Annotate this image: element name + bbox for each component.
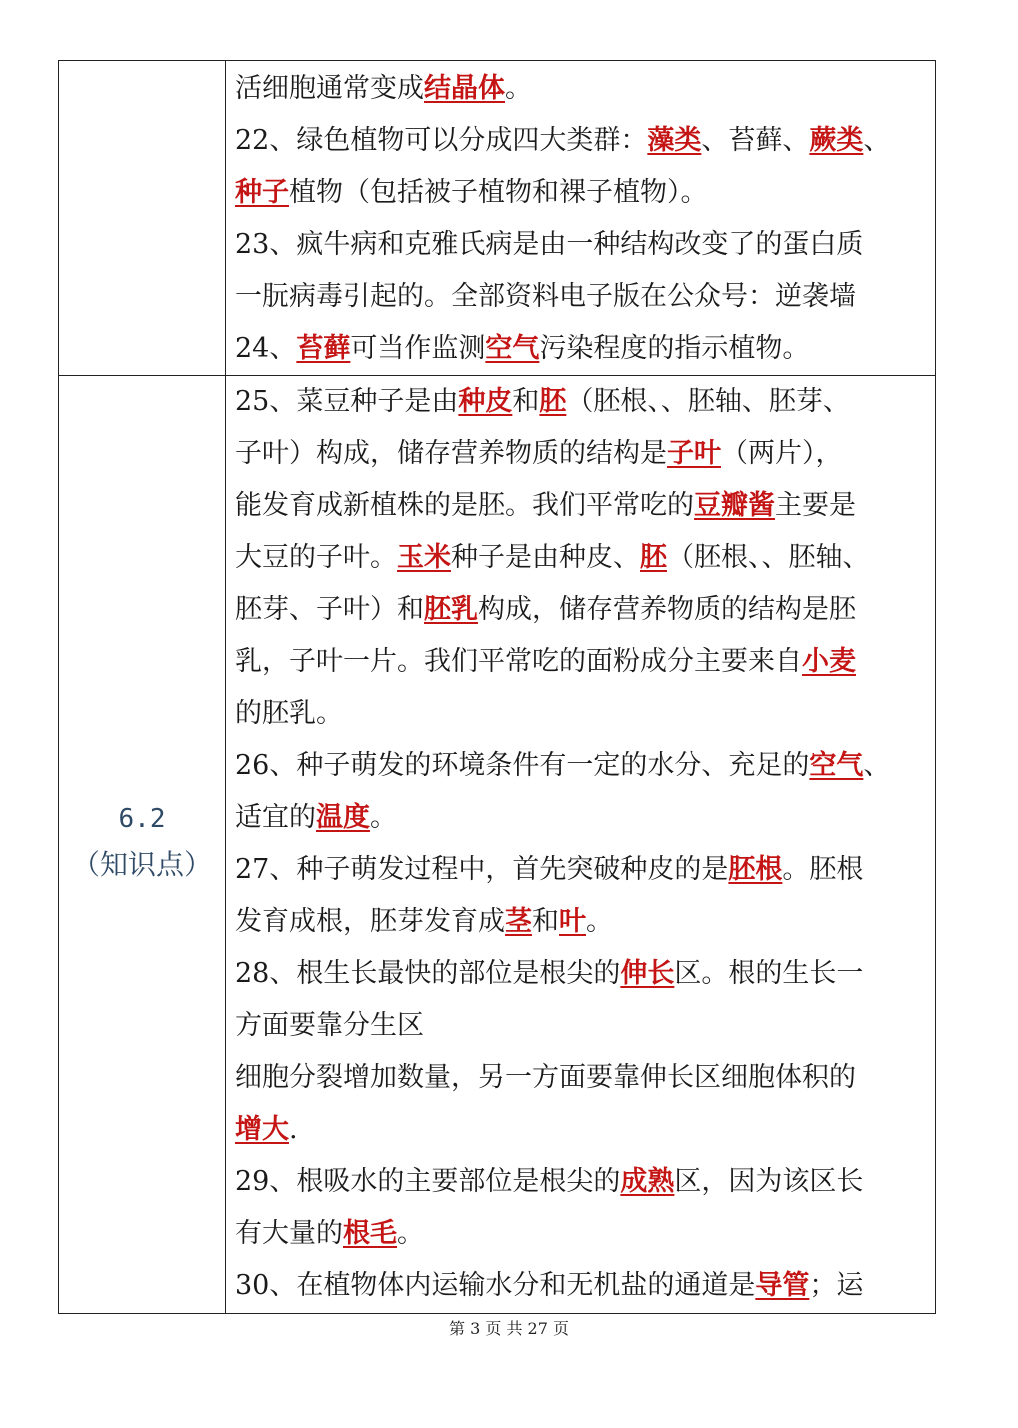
text-line: [235, 1104, 935, 1156]
line-text: 、: [863, 125, 891, 156]
line-text: 24、: [235, 333, 297, 364]
line-text: .: [289, 1114, 298, 1145]
line-text: 。胚根: [782, 854, 864, 885]
keyword-answer: 胚根: [728, 854, 783, 885]
line-text: 胚芽、子叶）和: [235, 594, 424, 625]
content-cell: [226, 61, 936, 376]
section-label-cell: [59, 376, 226, 1314]
text-line: [235, 688, 935, 740]
line-text: 25、菜豆种子是由: [235, 386, 459, 417]
empty-label-cell: [59, 61, 226, 376]
line-text: 子叶）构成，储存营养物质的结构是: [235, 438, 667, 469]
line-text: 大豆的子叶。: [235, 542, 397, 573]
line-text: 和: [512, 386, 540, 417]
line-text: 30、在植物体内运输水分和无机盐的通道是: [235, 1270, 756, 1301]
line-text: ；运: [809, 1270, 864, 1301]
keyword-answer: 空气: [485, 333, 540, 364]
line-text: （胚根、、胚轴、: [667, 542, 870, 573]
keyword-answer: 根毛: [343, 1218, 397, 1249]
keyword-answer: 结晶体: [424, 73, 505, 104]
text-line: [235, 167, 935, 219]
keyword-answer: 玉米: [397, 542, 451, 573]
text-line: [235, 219, 935, 271]
line-text: 可当作监测: [350, 333, 486, 364]
keyword-answer: 增大: [235, 1114, 289, 1145]
text-line: [235, 948, 935, 1000]
line-text: 27、种子萌发过程中，首先突破种皮的是: [235, 854, 729, 885]
line-text: 23、疯牛病和克雅氏病是由一种结构改变了的蛋白质: [235, 229, 864, 260]
line-text: 发育成根，胚芽发育成: [235, 906, 505, 937]
text-line: [235, 1208, 935, 1260]
line-text: 种子是由种皮、: [451, 542, 640, 573]
keyword-answer: 导管: [755, 1270, 810, 1301]
line-text: 有大量的: [235, 1218, 343, 1249]
keyword-answer: 空气: [809, 750, 864, 781]
keyword-answer: 茎: [505, 906, 532, 937]
line-text: 活细胞通常变成: [235, 73, 424, 104]
line-text: 区，因为该区长: [674, 1166, 864, 1197]
text-line: [235, 376, 935, 428]
keyword-answer: 胚乳: [424, 594, 478, 625]
section-note: （知识点）: [71, 847, 212, 881]
line-text: 22、绿色植物可以分成四大类群：: [235, 125, 648, 156]
line-text: 。: [505, 73, 532, 104]
keyword-answer: 苔藓: [296, 333, 351, 364]
text-line: [235, 844, 935, 896]
line-text: 主要是: [775, 490, 856, 521]
line-text: 区。根的生长一: [674, 958, 864, 989]
line-text: 细胞分裂增加数量，另一方面要靠伸长区细胞体积的: [235, 1062, 856, 1093]
keyword-answer: 子叶: [667, 438, 721, 469]
line-text: 构成，储存营养物质的结构是胚: [478, 594, 856, 625]
line-text: （胚根、、胚轴、胚芽、: [566, 386, 850, 417]
keyword-answer: 种皮: [458, 386, 513, 417]
text-line: [235, 1000, 935, 1052]
line-text: 、: [863, 750, 891, 781]
content-cell: [226, 376, 936, 1314]
knowledge-table: [58, 60, 936, 1314]
line-text: 乳，子叶一片。我们平常吃的面粉成分主要来自: [235, 646, 802, 677]
keyword-answer: 成熟: [620, 1166, 675, 1197]
line-text: 适宜的: [235, 802, 316, 833]
text-line: [235, 896, 935, 948]
text-line: [235, 636, 935, 688]
keyword-answer: 胚: [640, 542, 667, 573]
text-line: [235, 428, 935, 480]
line-text: 的胚乳。: [235, 698, 343, 729]
text-line: [235, 63, 935, 115]
keyword-answer: 胚: [539, 386, 567, 417]
keyword-answer: 豆瓣酱: [694, 490, 775, 521]
line-text: 植物（包括被子植物和裸子植物）。: [289, 177, 708, 208]
line-text: 26、种子萌发的环境条件有一定的水分、充足的: [235, 750, 810, 781]
line-text: 28、根生长最快的部位是根尖的: [235, 958, 621, 989]
table-row: [59, 376, 936, 1314]
keyword-answer: 小麦: [802, 646, 856, 677]
text-line: [235, 532, 935, 584]
line-text: 方面要靠分生区: [235, 1010, 424, 1041]
text-line: [235, 584, 935, 636]
line-text: 能发育成新植株的是胚。我们平常吃的: [235, 490, 694, 521]
page-footer: 第 3 页 共 27 页: [449, 1319, 569, 1338]
section-number: 6.2: [118, 803, 166, 834]
line-text: 。: [397, 1218, 424, 1249]
text-line: [235, 480, 935, 532]
line-text: 。: [586, 906, 613, 937]
line-text: 。: [370, 802, 397, 833]
line-text: 、苔藓、: [701, 125, 810, 156]
keyword-answer: 藻类: [647, 125, 702, 156]
line-text: 污染程度的指示植物。: [539, 333, 810, 364]
text-line: [235, 1052, 935, 1104]
keyword-answer: 种子: [235, 177, 289, 208]
text-line: [235, 271, 935, 323]
line-text: 和: [532, 906, 559, 937]
text-line: [235, 323, 935, 375]
keyword-answer: 温度: [316, 802, 370, 833]
text-line: [235, 740, 935, 792]
keyword-answer: 叶: [559, 906, 586, 937]
table-row: [59, 61, 936, 376]
text-line: [235, 792, 935, 844]
text-line: [235, 115, 935, 167]
keyword-answer: 伸长: [620, 958, 675, 989]
text-line: [235, 1156, 935, 1208]
line-text: 29、根吸水的主要部位是根尖的: [235, 1166, 621, 1197]
line-text: （两片），: [721, 438, 843, 469]
text-line: [235, 1260, 935, 1312]
keyword-answer: 蕨类: [809, 125, 864, 156]
line-text: 一朊病毒引起的。全部资料电子版在公众号：逆袭墙: [235, 281, 856, 312]
